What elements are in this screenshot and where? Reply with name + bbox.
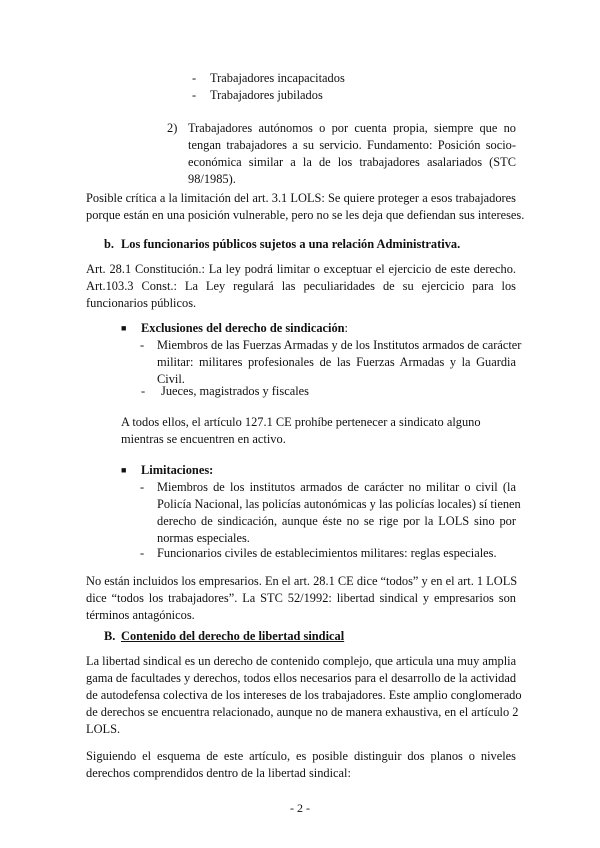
list-dash: - <box>140 338 145 352</box>
limitaciones-title: Limitaciones: <box>141 463 214 477</box>
empresarios-paragraph <box>86 573 516 624</box>
paragraph-line: LOLS. <box>86 722 121 736</box>
list-line: militar: militares profesionales de las Fuerzas Armadas y la Guardia <box>157 355 516 369</box>
list-item: Trabajadores jubilados <box>210 88 323 102</box>
critica-paragraph <box>86 190 525 224</box>
paragraph-line: Art.103.3 Const.: La Ley regulará las peculiaridades de su ejercicio para los <box>86 279 516 293</box>
list-dash: - <box>141 384 146 398</box>
list-item: Trabajadores incapacitados <box>210 71 345 85</box>
articulo-paragraph <box>86 261 516 312</box>
list-dash: - <box>192 71 197 85</box>
square-bullet-icon: ■ <box>121 323 127 333</box>
paragraph-line: dice “todos los trabajadores”. La STC 52/1992: libertad sindical y empresarios son <box>86 591 516 605</box>
list-line: derecho de sindicación, aunque éste no se rige por la LOLS sino por <box>157 514 516 528</box>
paragraph-line: Art. 28.1 Constitución.: La ley podrá limitar o exceptuar el ejercicio de este derecho. <box>86 262 516 276</box>
paragraph-line: derechos comprendidos dentro de la libertad sindical: <box>86 766 351 780</box>
section-label: B. <box>104 629 116 643</box>
list-dash: - <box>192 88 197 102</box>
item-line: 98/1985). <box>188 172 236 186</box>
paragraph-line: de autodefensa colectiva de los intereses de los trabajadores. Este amplio conglomerado <box>86 688 522 702</box>
square-bullet-icon: ■ <box>121 465 127 475</box>
list-line: Policía Nacional, las policías autonómicas y las policías locales) sí tienen <box>157 497 521 511</box>
list-line: Civil. <box>157 372 185 386</box>
list-dash: - <box>140 480 145 494</box>
paragraph-line: funcionarios públicos. <box>86 296 197 310</box>
paragraph-line: No están incluidos los empresarios. En el art. 28.1 CE dice “todos” y en el art. 1 LOLS <box>86 574 518 588</box>
page-number: - 2 - <box>290 801 310 815</box>
list-line: Miembros de los institutos armados de carácter no militar o civil (la <box>157 480 516 494</box>
item-line: tengan trabajadores a su servicio. Fundamento: Posición socio- <box>188 138 516 152</box>
paragraph-line: mientras se encuentren en activo. <box>121 432 286 446</box>
section-title: Los funcionarios públicos sujetos a una relación Administrativa. <box>121 237 461 251</box>
section-title: Contenido del derecho de libertad sindical <box>121 629 345 643</box>
exclusiones-heading <box>141 320 348 337</box>
list-line: normas especiales. <box>157 531 250 545</box>
paragraph-line: gama de facultades y derechos, todos ellos necesarios para el desarrollo de la actividad <box>86 671 517 685</box>
paragraph-line: A todos ellos, el artículo 127.1 CE prohíbe pertenecer a sindicato alguno <box>121 415 481 429</box>
exclusiones-colon: : <box>344 321 348 335</box>
paragraph-line: porque están en una posición vulnerable, pero no se les deja que defiendan sus intereses. <box>86 208 525 222</box>
prohibe-paragraph <box>121 414 521 448</box>
list-item: Jueces, magistrados y fiscales <box>161 384 309 398</box>
list-line: Miembros de las Fuerzas Armadas y de los Institutos armados de carácter <box>157 338 522 352</box>
paragraph-line: términos antagónicos. <box>86 608 195 622</box>
list-dash: - <box>140 546 145 560</box>
list-item: Funcionarios civiles de establecimientos militares: reglas especiales. <box>157 546 497 560</box>
exclusiones-title: Exclusiones del derecho de sindicación <box>141 321 345 335</box>
item-line: Trabajadores autónomos o por cuenta propia, siempre que no <box>188 121 516 135</box>
paragraph-line: de derechos se encuentra relacionado, aunque no de manera exhaustiva, en el artículo 2 <box>86 705 519 719</box>
section-label: b. <box>104 237 114 251</box>
item-line: económica similar a la de los trabajadores asalariados (STC <box>188 155 516 169</box>
paragraph-line: La libertad sindical es un derecho de contenido complejo, que articula una muy amplia <box>86 654 517 668</box>
libertad-paragraph <box>86 653 522 738</box>
paragraph-line: Posible crítica a la limitación del art. 3.1 LOLS: Se quiere proteger a esos trabajadores <box>86 191 516 205</box>
paragraph-line: Siguiendo el esquema de este artículo, es posible distinguir dos planos o niveles <box>86 749 516 763</box>
item-number: 2) <box>167 121 178 135</box>
siguiendo-paragraph <box>86 748 516 782</box>
